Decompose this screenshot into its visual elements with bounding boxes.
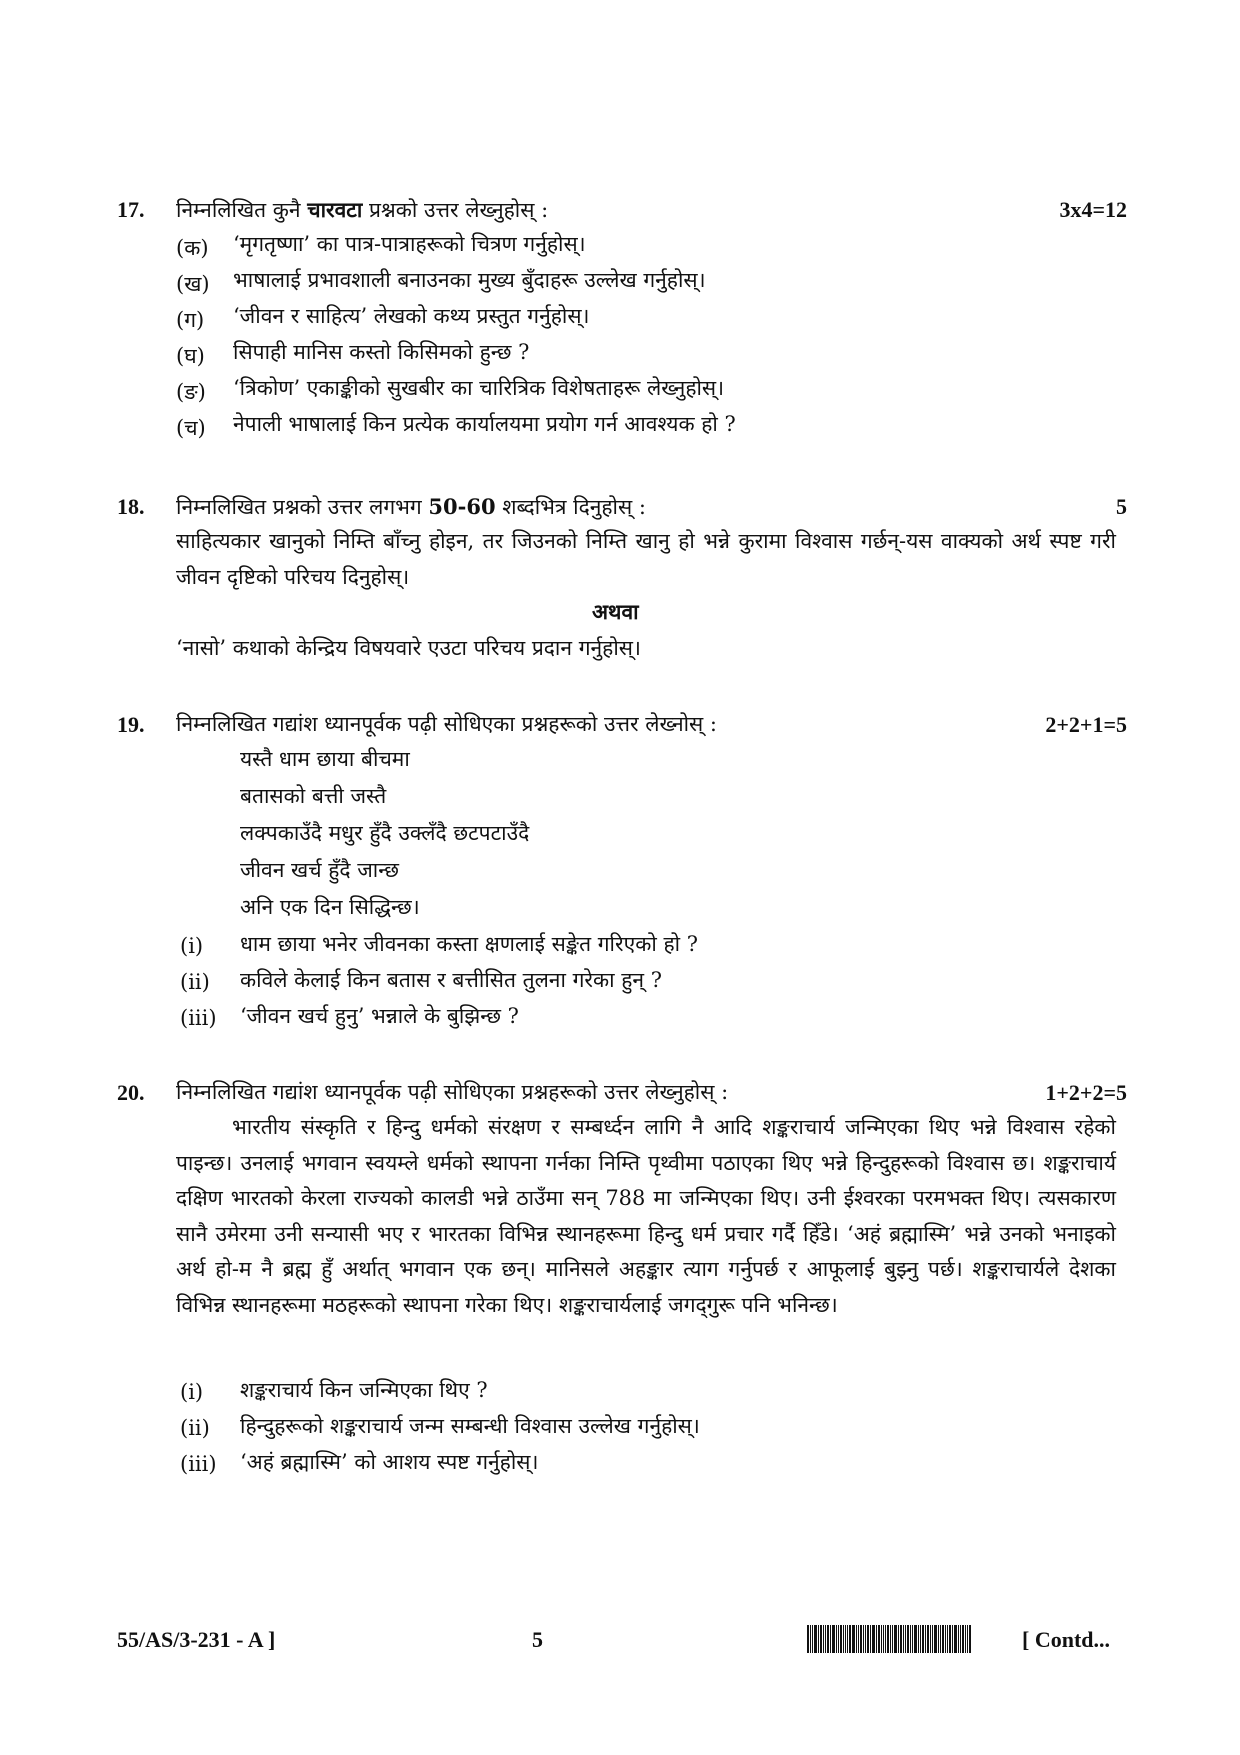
option-label: (ग)	[176, 308, 205, 332]
option-text: भाषालाई प्रभावशाली बनाउनका मुख्य बुँदाहरू उल्लेख गर्नुहोस्।	[233, 268, 706, 292]
option-text: ‘जीवन र साहित्य’ लेखको कथ्य प्रस्तुत गर्नुहोस्।	[233, 304, 590, 328]
poem-line: बतासको बत्ती जस्तै	[240, 784, 387, 808]
sub-question-label: (iii)	[180, 1452, 217, 1476]
option-label: (ख)	[176, 272, 210, 296]
sub-question-label: (i)	[180, 934, 204, 958]
sub-question-text: हिन्दुहरूको शङ्कराचार्य जन्म सम्बन्धी विश्वास उल्लेख गर्नुहोस्।	[240, 1414, 700, 1438]
passage: भारतीय संस्कृति र हिन्दु धर्मको संरक्षण र सम्बर्ध्दन लागि नै आदि शङ्कराचार्य जन्मिएका थिए भन्ने विश्वास रहेको पाइन्छ। उनलाई भगवान स्वयम्ले धर्मको स्थापना गर्नका निम्ति पृथ्वीमा पठाएका थिए भन्ने हिन्दुहरूको विश्वास छ। शङ्कराचार्य दक्षिण भारतको केरला राज्यको कालडी भन्ने ठाउँमा सन् 788 मा जन्मिएका थिए। उनी ईश्वरका परमभक्त थिए। त्यसकारण सानै उमेरमा उनी सन्यासी भए र भारतका विभिन्न स्थानहरूमा हिन्दु धर्म प्रचार गर्दै हिँडे। ‘अहं ब्रह्मास्मि’ भन्ने उनको भनाइको अर्थ हो-म नै ब्रह्म हुँ अर्थात् भगवान एक छन्। मानिसले अहङ्कार त्याग गर्नुपर्छ र आफूलाई बुझ्नु पर्छ। शङ्कराचार्यले देशका विभिन्न स्थानहरूमा मठहरूको स्थापना गरेका थिए। शङ्कराचार्यलाई जगद्‌गुरू पनि भनिन्छ।	[176, 1115, 1116, 1317]
marks: 5	[1116, 494, 1127, 519]
question-number: 17.	[117, 197, 145, 222]
sub-question-text: धाम छाया भनेर जीवनका कस्ता क्षणलाई सङ्केत गरिएको हो ?	[240, 932, 698, 956]
sub-question-label: (i)	[180, 1380, 204, 1404]
question-prompt: निम्नलिखित गद्यांश ध्यानपूर्वक पढ़ी सोधिएका प्रश्नहरूको उत्तर लेख्नोस् :	[176, 712, 717, 736]
option-text: ‘त्रिकोण’ एकाङ्कीको सुखबीर का चारित्रिक विशेषताहरू लेख्नुहोस्।	[233, 376, 725, 400]
sub-question-text: ‘जीवन खर्च हुनु’ भन्नाले के बुझिन्छ ?	[240, 1004, 519, 1028]
sub-question-label: (ii)	[180, 1416, 210, 1440]
sub-question-label: (ii)	[180, 970, 210, 994]
question-number: 20.	[117, 1080, 145, 1105]
prompt-text: शब्दभित्र दिनुहोस् :	[495, 495, 646, 519]
paper-code: 55/AS/3-231 - A ]	[117, 1627, 276, 1652]
prompt-emphasis: 50-60	[428, 494, 496, 519]
poem-line: लक्पकाउँदै मधुर हुँदै उक्लँदै छटपटाउँदै	[240, 821, 530, 845]
poem-line: यस्तै धाम छाया बीचमा	[240, 747, 410, 771]
page-number: 5	[532, 1627, 543, 1652]
marks: 3x4=12	[1059, 197, 1127, 222]
alternate-question: ‘नासो’ कथाको केन्द्रिय विषयवारे एउटा परिचय प्रदान गर्नुहोस्।	[176, 636, 641, 660]
option-text: नेपाली भाषालाई किन प्रत्येक कार्यालयमा प्रयोग गर्न आवश्यक हो ?	[233, 412, 736, 436]
option-label: (च)	[176, 416, 206, 440]
barcode-icon	[807, 1625, 1015, 1653]
question-body: साहित्यकार खानुको निम्ति बाँच्नु होइन, तर जिउनको निम्ति खानु हो भन्ने कुरामा विश्वास गर्छन्-यस वाक्यको अर्थ स्पष्ट गरी जीवन दृष्टिको परिचय दिनुहोस्।	[176, 529, 1116, 589]
question-prompt	[176, 496, 646, 518]
marks: 2+2+1=5	[1045, 712, 1127, 737]
continued-label: [ Contd...	[1022, 1627, 1111, 1652]
option-text: ‘मृगतृष्णा’ का पात्र-पात्राहरूको चित्रण गर्नुहोस्।	[233, 232, 586, 256]
poem-line: अनि एक दिन सिद्धिन्छ।	[240, 895, 420, 919]
or-separator: अथवा	[592, 599, 639, 624]
prompt-text: प्रश्नको उत्तर लेख्नुहोस् :	[362, 198, 549, 222]
question-prompt	[176, 199, 548, 221]
question-number: 19.	[117, 712, 145, 737]
poem-line: जीवन खर्च हुँदै जान्छ	[240, 858, 399, 882]
question-number: 18.	[117, 494, 145, 519]
prompt-emphasis: चारवटा	[307, 197, 363, 222]
option-label: (घ)	[176, 344, 205, 368]
marks: 1+2+2=5	[1045, 1080, 1127, 1105]
option-label: (क)	[176, 236, 209, 260]
prompt-text: निम्नलिखित प्रश्नको उत्तर लगभग	[176, 495, 429, 519]
sub-question-text: कविले केलाई किन बतास र बत्तीसित तुलना गरेका हुन् ?	[240, 968, 662, 992]
option-label: (ङ)	[176, 380, 206, 404]
sub-question-label: (iii)	[180, 1006, 217, 1030]
option-text: सिपाही मानिस कस्तो किसिमको हुन्छ ?	[233, 340, 530, 364]
sub-question-text: ‘अहं ब्रह्मास्मि’ को आशय स्पष्ट गर्नुहोस्।	[240, 1450, 539, 1474]
prompt-text: निम्नलिखित कुनै	[176, 198, 308, 222]
question-prompt: निम्नलिखित गद्यांश ध्यानपूर्वक पढ़ी सोधिएका प्रश्नहरूको उत्तर लेख्नुहोस् :	[176, 1080, 729, 1104]
sub-question-text: शङ्कराचार्य किन जन्मिएका थिए ?	[240, 1378, 488, 1402]
